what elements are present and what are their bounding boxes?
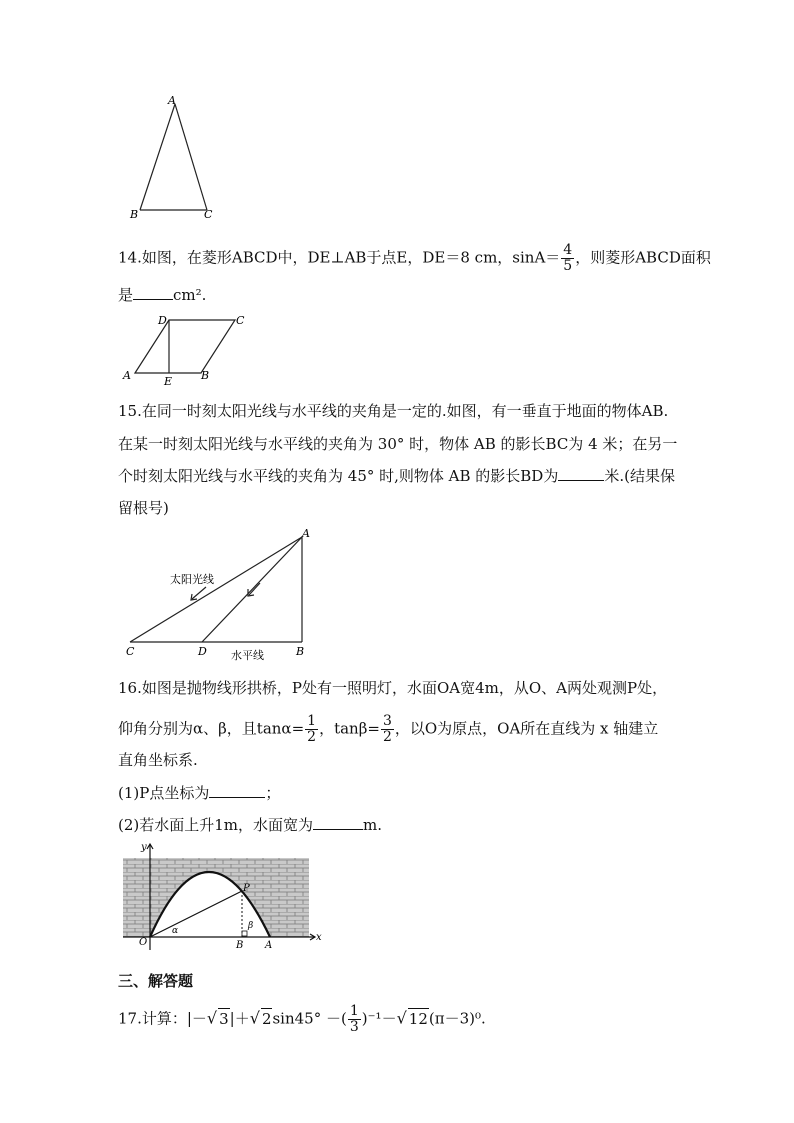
radical-sign: √: [249, 1008, 260, 1028]
fraction-4-5: [561, 243, 574, 274]
arch-bridge-figure: [115, 840, 325, 955]
q16-part1-end: ；: [265, 784, 281, 802]
frac-denominator: 2: [382, 729, 392, 745]
q16-text-c: ，以O为原点，OA所在直线为 x 轴建立: [394, 719, 659, 738]
question-16-part2: [118, 815, 382, 835]
label-d: D: [198, 645, 207, 658]
q17-sin: sin45° －(: [272, 1009, 347, 1028]
label-p: P: [243, 883, 250, 894]
question-16-line2: [118, 714, 658, 745]
q15-text-a: 个时刻太阳光线与水平线的夹角为 45° 时,则物体 AB 的影长BD为: [118, 467, 559, 485]
answer-blank[interactable]: [313, 815, 363, 830]
label-e: E: [164, 375, 173, 388]
question-15-line2: 在某一时刻太阳光线与水平线的夹角为 30° 时，物体 AB 的影长BC为 4 米；在另一: [118, 435, 678, 453]
label-a: A: [302, 527, 310, 540]
q16-part1-text: (1)P点坐标为: [118, 784, 210, 802]
label-a: A: [265, 940, 273, 951]
frac-numerator: 1: [349, 1003, 359, 1019]
fraction-1-3: [348, 1004, 361, 1035]
question-17: [118, 1004, 486, 1035]
question-16-part1: [118, 783, 280, 803]
label-y: y: [141, 842, 147, 853]
sqrt-3: 3: [219, 1009, 229, 1028]
question-16-line3: 直角坐标系.: [118, 751, 198, 769]
fraction-1-2: [305, 714, 318, 745]
q17-tail: (π－3)⁰.: [428, 1009, 486, 1028]
sqrt-12: 12: [408, 1009, 428, 1028]
label-c: C: [126, 645, 135, 658]
frac-numerator: 1: [307, 713, 317, 729]
q14-text-a: 14.如图，在菱形ABCD中，DE⊥AB于点E，DE＝8 cm，sinA＝: [118, 248, 561, 267]
frac-numerator: 4: [563, 242, 573, 258]
q16-text-b: ，tanβ=: [319, 719, 380, 738]
q16-text-a: 仰角分别为α、β，且tanα=: [118, 719, 305, 738]
question-15-line1: 15.在同一时刻太阳光线与水平线的夹角是一定的.如图，有一垂直于地面的物体AB.: [118, 402, 669, 420]
label-b: B: [236, 940, 244, 951]
ground-label: 水平线: [231, 649, 264, 662]
label-beta: β: [248, 921, 254, 931]
q14-text-b: ，则菱形ABCD面积: [575, 248, 711, 267]
label-d: D: [158, 314, 167, 327]
frac-numerator: 3: [382, 713, 392, 729]
label-x: x: [316, 932, 322, 943]
label-c: C: [204, 208, 213, 221]
section-heading: 三、解答题: [118, 972, 194, 990]
answer-blank[interactable]: [558, 466, 604, 481]
label-alpha: α: [172, 926, 179, 936]
radical-sign: √: [206, 1008, 218, 1028]
label-b: B: [201, 369, 210, 382]
q16-part2-text: (2)若水面上升1m，水面宽为: [118, 816, 314, 834]
q17-prefix: 17.计算：: [118, 1009, 187, 1028]
q17-abs-close: |＋: [229, 1009, 250, 1028]
frac-denominator: 3: [349, 1019, 359, 1035]
q14-text-c: 是: [118, 286, 134, 304]
label-o: O: [139, 937, 148, 948]
rhombus-figure: [118, 310, 258, 390]
frac-denominator: 5: [563, 258, 573, 274]
label-b: B: [130, 208, 139, 221]
frac-denominator: 2: [307, 729, 317, 745]
shadow-figure: [118, 525, 318, 665]
answer-blank[interactable]: [209, 783, 265, 798]
radical-sign: √: [396, 1008, 407, 1028]
question-14-line1: [118, 243, 711, 274]
question-14-line2: [118, 285, 206, 305]
label-c: C: [236, 314, 245, 327]
question-15-line4: 留根号): [118, 499, 169, 517]
label-a: A: [168, 94, 176, 107]
answer-blank[interactable]: [133, 285, 173, 300]
q17-exp: )⁻¹－: [361, 1009, 397, 1028]
question-15-line3: [118, 466, 675, 486]
triangle-figure: [120, 90, 230, 225]
fraction-3-2: [381, 714, 394, 745]
question-16-line1: 16.如图是抛物线形拱桥，P处有一照明灯，水面OA宽4m，从O、A两处观测P处，: [118, 679, 668, 697]
sun-ray-label: 太阳光线: [170, 573, 214, 586]
q16-part2-end: m.: [363, 816, 383, 834]
label-b: B: [296, 645, 305, 658]
q15-text-b: 米.(结果保: [604, 467, 675, 485]
sqrt-2: 2: [261, 1009, 272, 1028]
label-a: A: [123, 369, 131, 382]
q17-abs-open: |－: [186, 1009, 207, 1028]
q14-text-d: cm².: [173, 286, 207, 304]
